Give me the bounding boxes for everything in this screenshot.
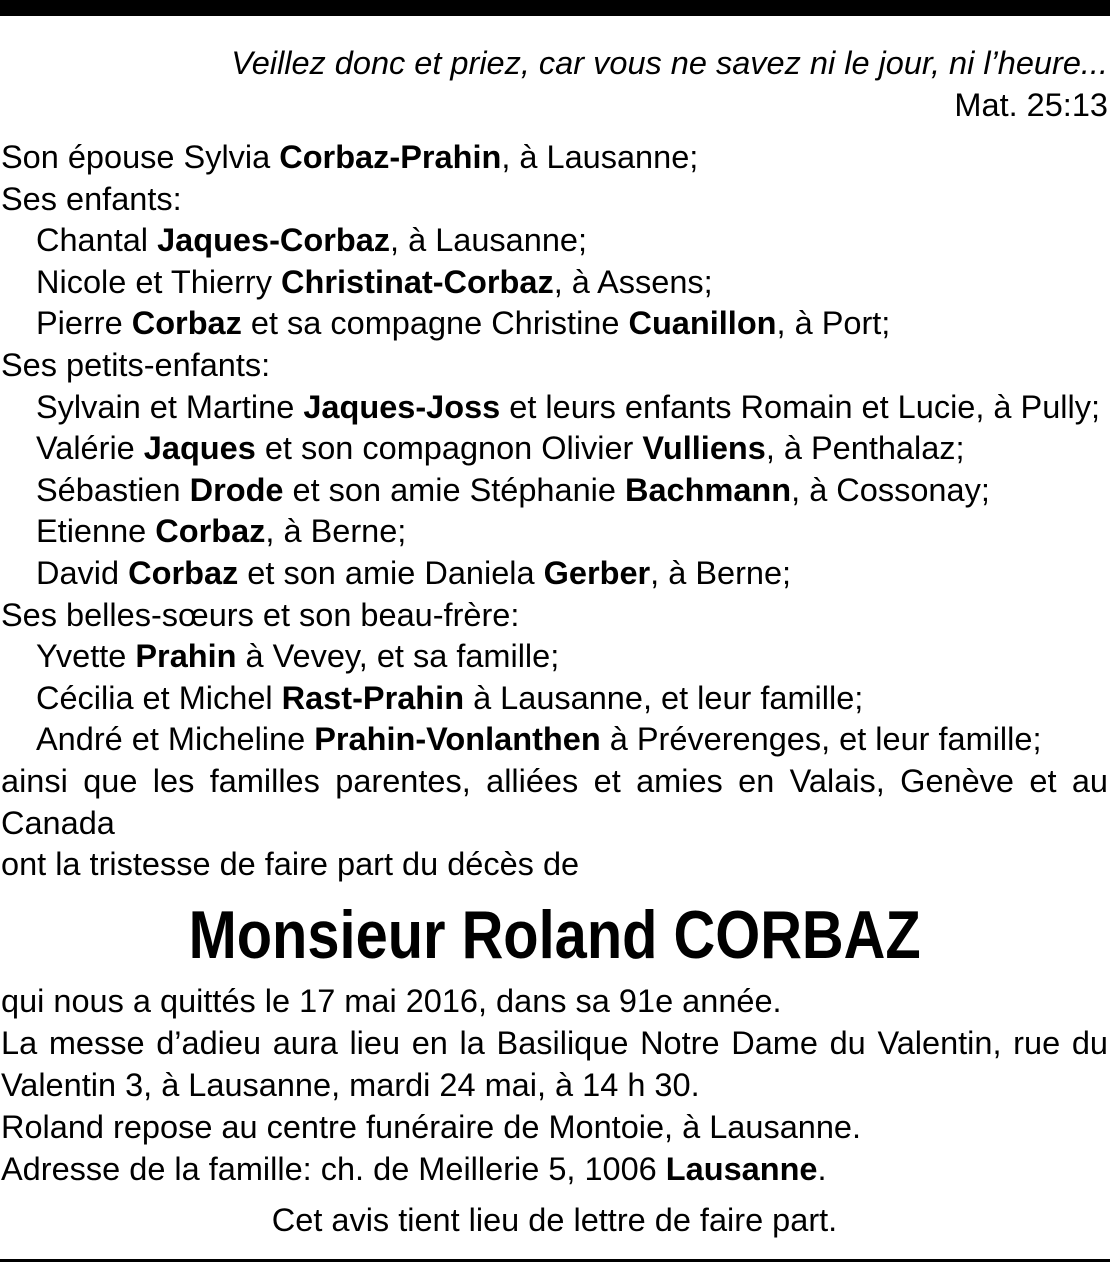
spouse-line bbox=[1, 137, 1108, 179]
in-law-line bbox=[1, 719, 1108, 761]
residence: à Vevey, et sa famille; bbox=[236, 638, 560, 675]
given-names: David bbox=[36, 554, 129, 591]
extended-family: ainsi que les familles parentes, alliées et amies en Valais, Genève et au Canada bbox=[1, 762, 1108, 841]
surname: Drode bbox=[189, 471, 284, 508]
spouse-given-name: Son épouse Sylvia bbox=[1, 139, 280, 175]
residence: , à Cossonay; bbox=[791, 471, 990, 508]
grandchild-line bbox=[1, 428, 1108, 470]
address-city: Lausanne bbox=[665, 1151, 818, 1187]
residence: , à Assens; bbox=[553, 263, 713, 300]
given-names: Sébastien bbox=[36, 471, 190, 508]
residence: , à Berne; bbox=[265, 513, 407, 550]
child-line bbox=[1, 262, 1108, 304]
surname: Prahin bbox=[135, 638, 237, 675]
residence: , à Lausanne; bbox=[390, 222, 588, 259]
passing-date: qui nous a quittés le 17 mai 2016, dans sa 91e année. bbox=[1, 983, 782, 1019]
surname: Jaques-Joss bbox=[303, 388, 501, 425]
grandchild-line bbox=[1, 553, 1108, 595]
residence: et leurs enfants Romain et Lucie, à Pully; bbox=[500, 388, 1101, 425]
surname: Rast-Prahin bbox=[281, 679, 465, 716]
residence: , à Penthalaz; bbox=[765, 430, 965, 467]
surname: Corbaz bbox=[131, 305, 242, 342]
mass-info: La messe d’adieu aura lieu en la Basilique Notre Dame du Valentin, rue du Valentin 3, à Lausanne, mardi 24 mai, à 14 h 30. bbox=[1, 1025, 1108, 1103]
bible-verse: Veillez donc et priez, car vous ne savez ni le jour, ni l’heure... bbox=[231, 45, 1108, 81]
residence: , à Port; bbox=[776, 305, 891, 342]
residence: , à Berne; bbox=[650, 554, 792, 591]
family-address bbox=[1, 1148, 1108, 1190]
address-end: . bbox=[817, 1151, 827, 1187]
given-names: Sylvain et Martine bbox=[36, 388, 304, 425]
partner-surname: Bachmann bbox=[624, 471, 792, 508]
grandchild-line bbox=[1, 387, 1108, 429]
repose-info: Roland repose au centre funéraire de Montoie, à Lausanne. bbox=[1, 1109, 862, 1145]
bottom-rule bbox=[0, 1259, 1110, 1262]
grandchild-line bbox=[1, 470, 1108, 512]
address-text: Adresse de la famille: ch. de Meillerie 5, 1006 bbox=[1, 1151, 666, 1187]
grandchild-line bbox=[1, 511, 1108, 553]
partner-text: et son amie Daniela bbox=[238, 554, 544, 591]
partner-surname: Vulliens bbox=[642, 430, 766, 467]
given-names: André et Micheline bbox=[36, 721, 315, 758]
announcement: ont la tristesse de faire part du décès de bbox=[1, 846, 580, 883]
given-names: Nicole et Thierry bbox=[36, 263, 282, 300]
surname: Corbaz-Prahin bbox=[279, 139, 502, 175]
surname: Prahin-Vonlanthen bbox=[314, 721, 601, 758]
residence: à Préverenges, et leur famille; bbox=[600, 721, 1042, 758]
surname: Jaques-Corbaz bbox=[157, 222, 391, 259]
closing-note: Cet avis tient lieu de lettre de faire part. bbox=[271, 1202, 838, 1238]
given-names: Yvette bbox=[36, 638, 136, 675]
given-names: Chantal bbox=[36, 222, 158, 259]
funeral-details bbox=[1, 980, 1108, 1190]
given-names: Etienne bbox=[36, 513, 156, 550]
child-line bbox=[1, 220, 1108, 262]
grandchildren-heading: Ses petits-enfants: bbox=[1, 346, 271, 383]
given-names: Cécilia et Michel bbox=[36, 679, 282, 716]
partner-text: et son amie Stéphanie bbox=[283, 471, 625, 508]
family-list bbox=[1, 137, 1108, 886]
epigraph bbox=[1, 43, 1108, 126]
child-line bbox=[1, 303, 1108, 345]
residence: , à Lausanne; bbox=[501, 139, 699, 175]
deceased-block bbox=[1, 890, 1108, 980]
given-names: Pierre bbox=[36, 305, 132, 342]
top-rule bbox=[0, 0, 1110, 16]
in-law-line bbox=[1, 678, 1108, 720]
surname: Corbaz bbox=[128, 554, 239, 591]
in-laws-heading: Ses belles-sœurs et son beau-frère: bbox=[1, 596, 520, 633]
partner-text: et sa compagne Christine bbox=[241, 305, 629, 342]
deceased-name: Monsieur Roland CORBAZ bbox=[188, 897, 921, 973]
residence: à Lausanne, et leur famille; bbox=[464, 679, 864, 716]
children-heading: Ses enfants: bbox=[1, 180, 182, 217]
bible-reference: Mat. 25:13 bbox=[954, 86, 1108, 123]
partner-text: et son compagnon Olivier bbox=[255, 430, 643, 467]
surname: Jaques bbox=[143, 430, 256, 467]
surname: Corbaz bbox=[155, 513, 266, 550]
in-law-line bbox=[1, 636, 1108, 678]
given-names: Valérie bbox=[36, 430, 144, 467]
surname: Christinat-Corbaz bbox=[281, 263, 554, 300]
partner-surname: Gerber bbox=[543, 554, 651, 591]
partner-surname: Cuanillon bbox=[628, 305, 777, 342]
